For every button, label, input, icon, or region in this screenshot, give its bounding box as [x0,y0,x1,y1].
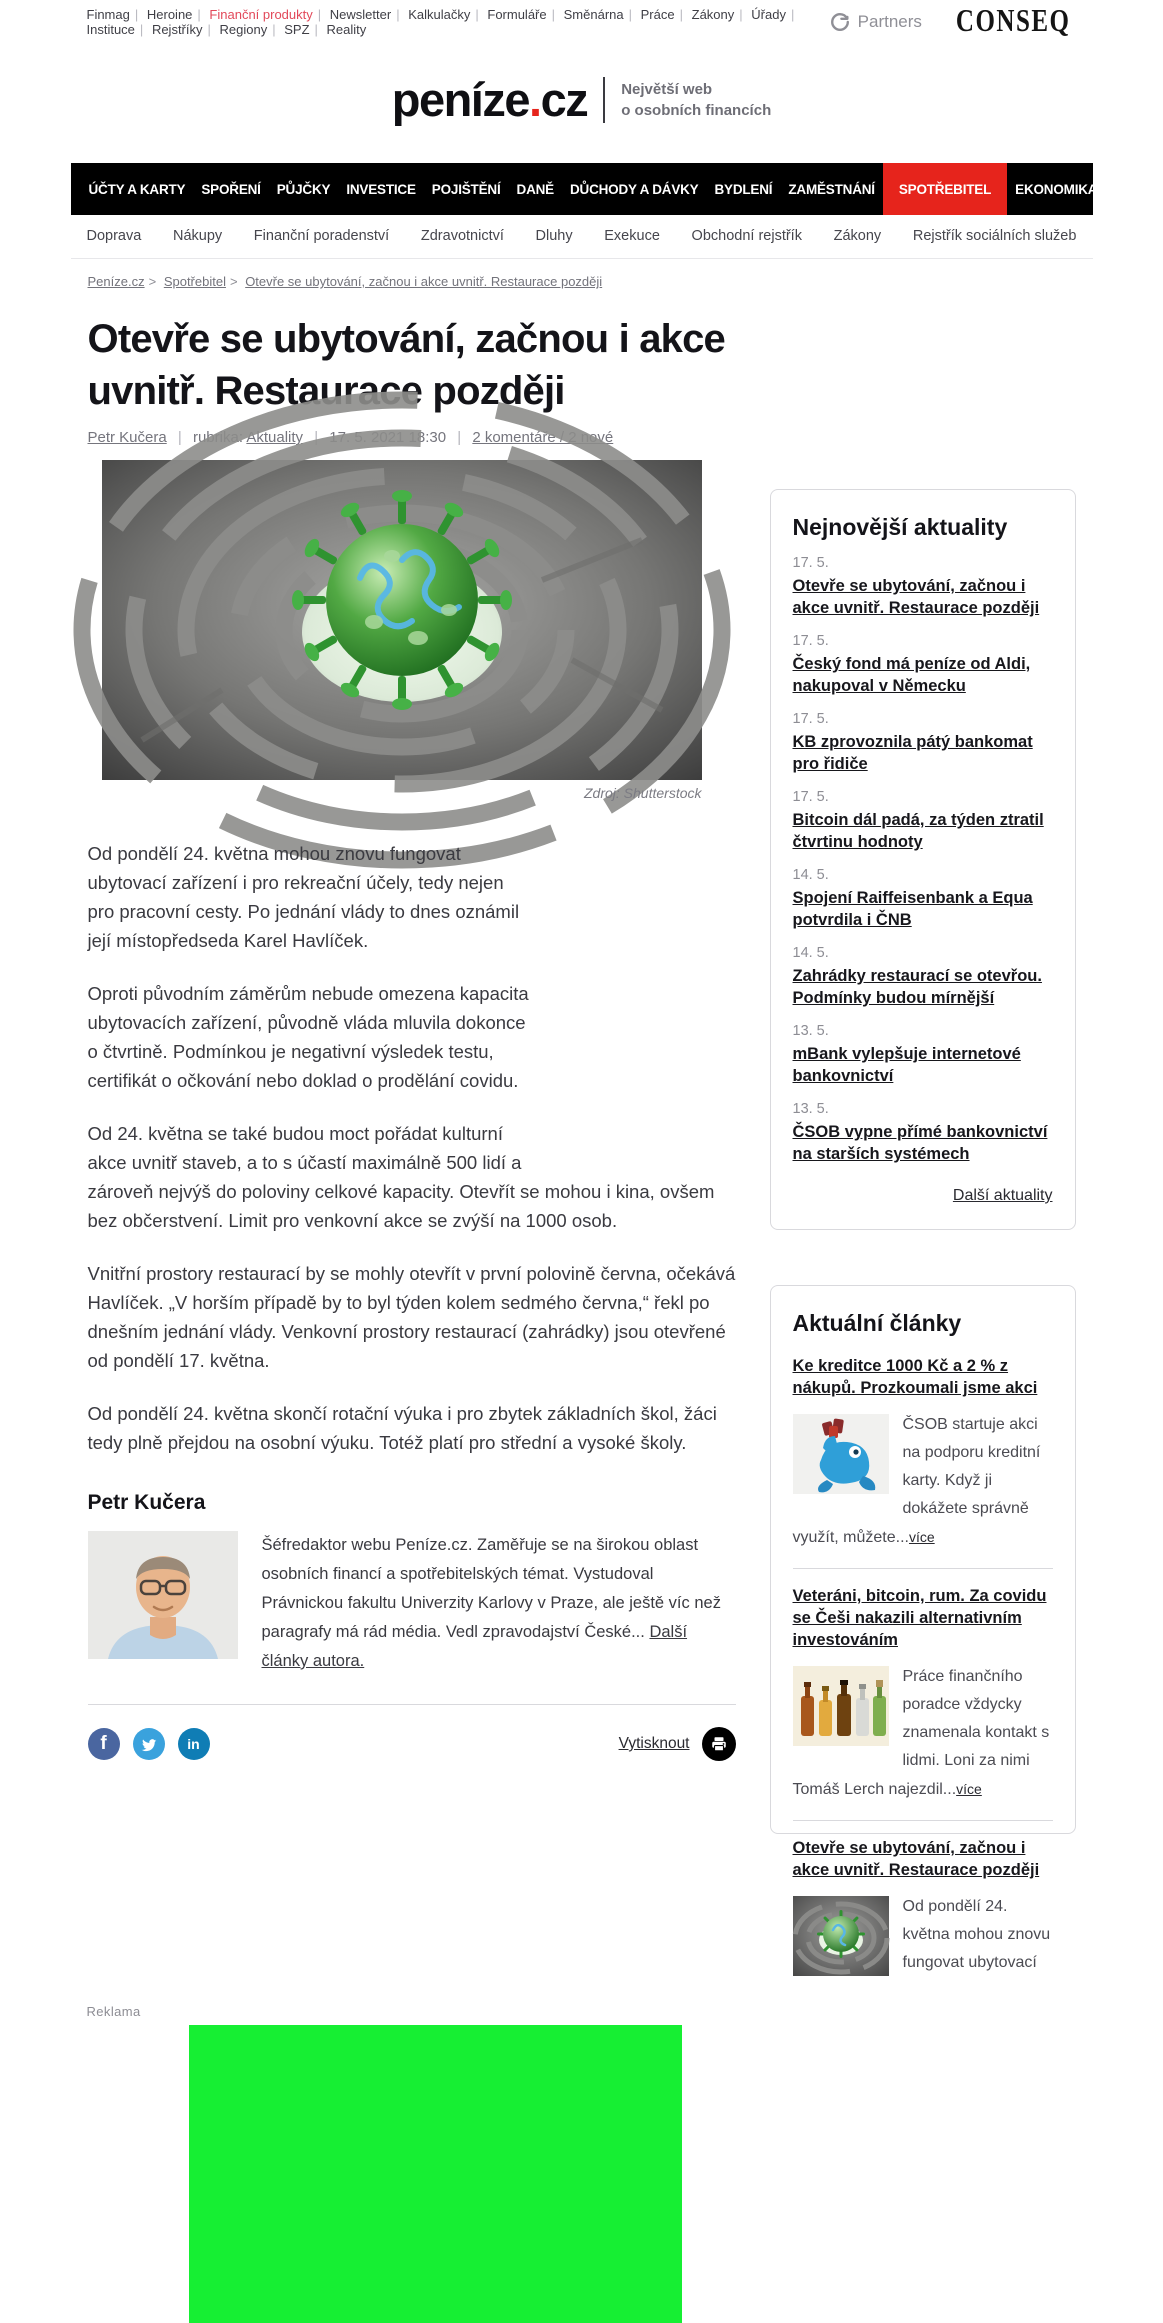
facebook-icon: f [100,1733,107,1754]
ad-banner[interactable] [189,2025,682,2323]
partners-label: Partners [857,12,922,31]
article-teaser [793,1569,1053,1821]
toplink-finmag[interactable]: Finmag [86,7,130,22]
news-date: 17. 5. [792,633,829,649]
page [71,0,1098,2228]
article-teaser-link[interactable]: Otevře se ubytování, začnou i akce uvnitř. Restaurace později [792,1839,1040,1879]
masthead [71,42,1093,163]
paragraph: Vnitřní prostory restaurací by se mohly otevřít v první polovině června, očekává Havlíček. „V horším případě by to byl týden kolem sedmého června,“ řekl po dnešním jednání vlády. Venkovní prostory restaurací (zahrádky) jsou otevřené od pondělí 17. května. [87,1263,736,1371]
breadcrumb-article[interactable]: Otevře se ubytování, začnou i akce uvnitř. Restaurace později [245,274,603,289]
news-item[interactable] [793,789,1053,853]
facebook-share-button[interactable] [88,1728,120,1760]
latest-news-panel [770,489,1076,1230]
subnav-obchodni-rejstrik[interactable]: Obchodní rejstřík [691,228,802,244]
toplink-zakony[interactable]: Zákony [691,7,735,22]
current-articles-panel [770,1285,1076,1971]
toplink-formulare[interactable]: Formuláře [487,7,547,22]
sidebar [770,299,1076,1980]
twitter-share-button[interactable] [133,1728,165,1760]
byline-rubrika-link[interactable]: Aktuality [246,429,304,446]
article-teaser-link[interactable]: Veteráni, bitcoin, rum. Za covidu se Češi nakazili alternativním investováním [792,1587,1047,1649]
page-title: Otevře se ubytování, začnou i akce uvnitř. Restaurace později [87,317,726,413]
nav-spotrebitel-active[interactable]: SPOTŘEBITEL [883,163,1007,215]
news-link[interactable]: Zahrádky restaurací se otevřou. Podmínky budou mírnější [792,967,1042,1007]
news-item[interactable] [793,945,1053,1009]
current-articles-title: Aktuální články [792,1310,962,1336]
subnav-rejstrik-socialnich-sluzeb[interactable]: Rejstřík sociálních služeb [912,228,1077,244]
nav-investice[interactable]: INVESTICE [346,181,416,197]
toplink-smenarna[interactable]: Směnárna [563,7,624,22]
byline-date: 17. 5. 2021 18:30 [329,429,447,446]
nav-bydleni[interactable]: BYDLENÍ [714,181,773,197]
paragraph: Od 24. května se také budou moct pořádat kulturní akce uvnitř staveb, a to s účastí maximálně 500 lidí a zároveň nejvýš do poloviny celkové kapacity. Otevřít se mohou i kina, ovšem bez občerstvení. Limit pro venkovní akce se zvýší na 1000 osob. [87,1123,715,1231]
nav-duchody-a-davky[interactable]: DŮCHODY A DÁVKY [569,181,699,197]
toplink-urady[interactable]: Úřady [751,7,786,22]
ad-label: Reklama [86,2004,141,2019]
nav-pujcky[interactable]: PŮJČKY [276,181,331,197]
byline-rubrika-label: rubrika: [192,429,243,446]
author-more-articles-link[interactable]: Další články autora. [261,1623,688,1670]
article-image-virus-maze [102,460,702,780]
article-column [88,299,736,1980]
subnav-nakupy[interactable]: Nákupy [172,228,223,244]
news-date: 17. 5. [792,789,829,805]
conseq-logo[interactable]: CONSEQ [955,4,1071,39]
toplink-spz[interactable]: SPZ [284,22,310,37]
author-bio: Šéfredaktor webu Peníze.cz. Zaměřuje se na širokou oblast osobních financí a spotřebitelských témat. Vystudoval Právnickou fakultu Univerzity Karlovy v Praze, ale ještě víc než paragrafy má rád média. Vedl zpravodajství České... Další články autora. [261,1536,721,1670]
article-thumb-bottles[interactable] [793,1666,889,1746]
breadcrumb-home[interactable]: Peníze.cz [87,274,145,289]
subnav-zdravotnictvi[interactable]: Zdravotnictví [420,228,504,244]
author-photo [88,1531,238,1676]
vice-link[interactable]: více [956,1781,982,1797]
nav-dane[interactable]: DANĚ [516,181,554,197]
article-teaser-excerpt: ČSOB startuje akci na podporu kreditní karty. Když ji dokážete správně využít, můžete... [792,1416,1041,1546]
article-body [88,839,736,1457]
article-teaser-link[interactable]: Ke kreditce 1000 Kč a 2 % z nákupů. Prozkoumali jsme akci [792,1357,1038,1397]
byline: Petr Kučera | rubrika: Aktuality | 17. 5. 2021 18:30 | 2 komentáře / 2 nové [87,429,614,446]
news-link[interactable]: KB zprovoznila pátý bankomat pro řidiče [792,733,1033,773]
printer-icon [710,1735,728,1753]
search-button[interactable] [1145,163,1163,215]
menu-button[interactable] [1105,163,1145,215]
subnav-doprava[interactable]: Doprava [86,228,142,244]
toplink-financni-produkty[interactable]: Finanční produkty [209,7,313,22]
subnav-dluhy[interactable]: Dluhy [535,228,573,244]
toplink-regiony[interactable]: Regiony [219,22,268,37]
toplink-prace[interactable]: Práce [640,7,675,22]
news-item[interactable] [793,867,1053,931]
penize-logo[interactable]: peníze.cz [391,73,588,126]
article-teaser-excerpt: Od pondělí 24. května mohou znovu fungovat ubytovací [902,1898,1051,1971]
news-link[interactable]: Český fond má peníze od Aldi, nakupoval v Německu [792,655,1031,695]
byline-comments-link[interactable]: 2 komentáře / 2 nové [472,429,614,446]
masthead-divider [603,77,605,123]
news-item[interactable] [793,1023,1053,1087]
article-thumb-chameleon[interactable] [793,1414,889,1494]
main-nav [71,163,1098,215]
article-teaser [793,1337,1053,1569]
search-icon [1155,179,1163,200]
nav-ucty-a-karty[interactable]: ÚČTY A KARTY [88,181,186,197]
news-item[interactable] [793,555,1053,619]
news-item[interactable] [793,633,1053,697]
nav-sporeni[interactable]: SPOŘENÍ [201,181,261,197]
byline-author-link[interactable]: Petr Kučera [87,429,167,446]
top-bar [71,0,1093,42]
news-item[interactable] [793,711,1053,775]
toplink-newsletter[interactable]: Newsletter [329,7,392,22]
nav-ekonomika[interactable]: EKONOMIKA [1015,181,1098,197]
news-date: 14. 5. [792,867,829,883]
news-link[interactable]: Otevře se ubytování, začnou i akce uvnitř. Restaurace později [792,577,1040,617]
news-date: 13. 5. [792,1023,829,1039]
paragraph: Od pondělí 24. května skončí rotační výuka i pro zbytek základních škol, žáci tedy plně přejdou na osobní výuku. Totéž platí pro střední a vysoké školy. [87,1403,717,1453]
paragraph: Od pondělí 24. května mohou znovu fungovat ubytovací zařízení i pro rekreační účely, tedy nejen pro pracovní cesty. Po jednání vlády to dnes oznámil její místopředseda Karel Havlíček. [87,843,520,951]
breadcrumb-section[interactable]: Spotřebitel [163,274,226,289]
author-box [88,1491,736,1676]
linkedin-icon: in [187,1736,200,1752]
article-figure [102,460,702,801]
partners-swirl-icon [829,11,851,33]
body-float-spacer [531,839,736,1161]
news-date: 14. 5. [792,945,829,961]
nav-pojisteni[interactable]: POJIŠTĚNÍ [431,181,501,197]
article-thumb-virus-maze[interactable] [793,1896,889,1976]
share-divider [88,1704,736,1705]
news-date: 17. 5. [792,711,829,727]
toplink-instituce[interactable]: Instituce [86,22,135,37]
image-caption: Zdroj: Shutterstock [584,785,702,801]
linkedin-share-button[interactable] [178,1728,210,1760]
print-link[interactable]: Vytisknout [618,1735,690,1752]
toplink-rejstriky[interactable]: Rejstříky [151,22,203,37]
site-tagline: Největší web o osobních financích [621,80,772,119]
hamburger-icon [1115,181,1135,198]
subnav-zakony[interactable]: Zákony [833,228,882,244]
toplink-kalkulacky[interactable]: Kalkulačky [408,7,471,22]
partners-logo[interactable] [829,11,922,33]
toplink-reality[interactable]: Reality [326,22,367,37]
news-date: 17. 5. [792,555,829,571]
news-item[interactable] [793,1101,1053,1165]
logo-red-dot: . [529,73,541,126]
news-link[interactable]: Bitcoin dál padá, za týden ztratil čtvrtinu hodnoty [792,811,1044,851]
print-button[interactable] [702,1727,736,1761]
share-row [88,1727,736,1761]
article-teaser [793,1821,1053,1996]
subnav-financni-poradenstvi[interactable]: Finanční poradenství [253,228,390,244]
ad-area [71,2004,1093,2323]
breadcrumb: Peníze.cz > Spotřebitel > Otevře se ubytování, začnou i akce uvnitř. Restaurace později [87,274,603,289]
more-news-link[interactable]: Další aktuality [952,1187,1053,1204]
paragraph: Oproti původním záměrům nebude omezena kapacita ubytovacích zařízení, původně vláda mluvila dokonce o čtvrtině. Podmínkou je negativní výsledek testu, certifikát o očkování nebo doklad o prodělání covidu. [87,983,529,1091]
latest-news-title: Nejnovější aktuality [792,514,1008,540]
news-link[interactable]: mBank vylepšuje internetové bankovnictví [792,1045,1021,1085]
subnav-exekuce[interactable]: Exekuce [604,228,660,244]
news-link[interactable]: ČSOB vypne přímé bankovnictví na starších systémech [792,1123,1048,1163]
nav-zamestnani[interactable]: ZAMĚSTNÁNÍ [788,181,875,197]
news-link[interactable]: Spojení Raiffeisenbank a Equa potvrdila i ČNB [792,889,1033,929]
sub-nav [71,215,1093,259]
toplink-heroine[interactable]: Heroine [146,7,193,22]
twitter-icon [140,1736,157,1753]
top-partner-logos [829,4,1077,39]
author-name-heading: Petr Kučera [87,1491,206,1514]
news-date: 13. 5. [792,1101,829,1117]
article-teaser-excerpt: Práce finančního poradce vždycky znamenala kontakt s lidmi. Loni za nimi Tomáš Lerch najezdil... [792,1668,1050,1798]
vice-link[interactable]: více [908,1529,935,1545]
top-links: Finmag | Heroine | Finanční produkty | Newsletter | Kalkulačky | Formuláře | Směnárna | Práce | Zákony | Úřady | Instituce | Rejstříky | Regiony | SPZ | Reality [86,7,795,37]
content [71,274,1093,1980]
